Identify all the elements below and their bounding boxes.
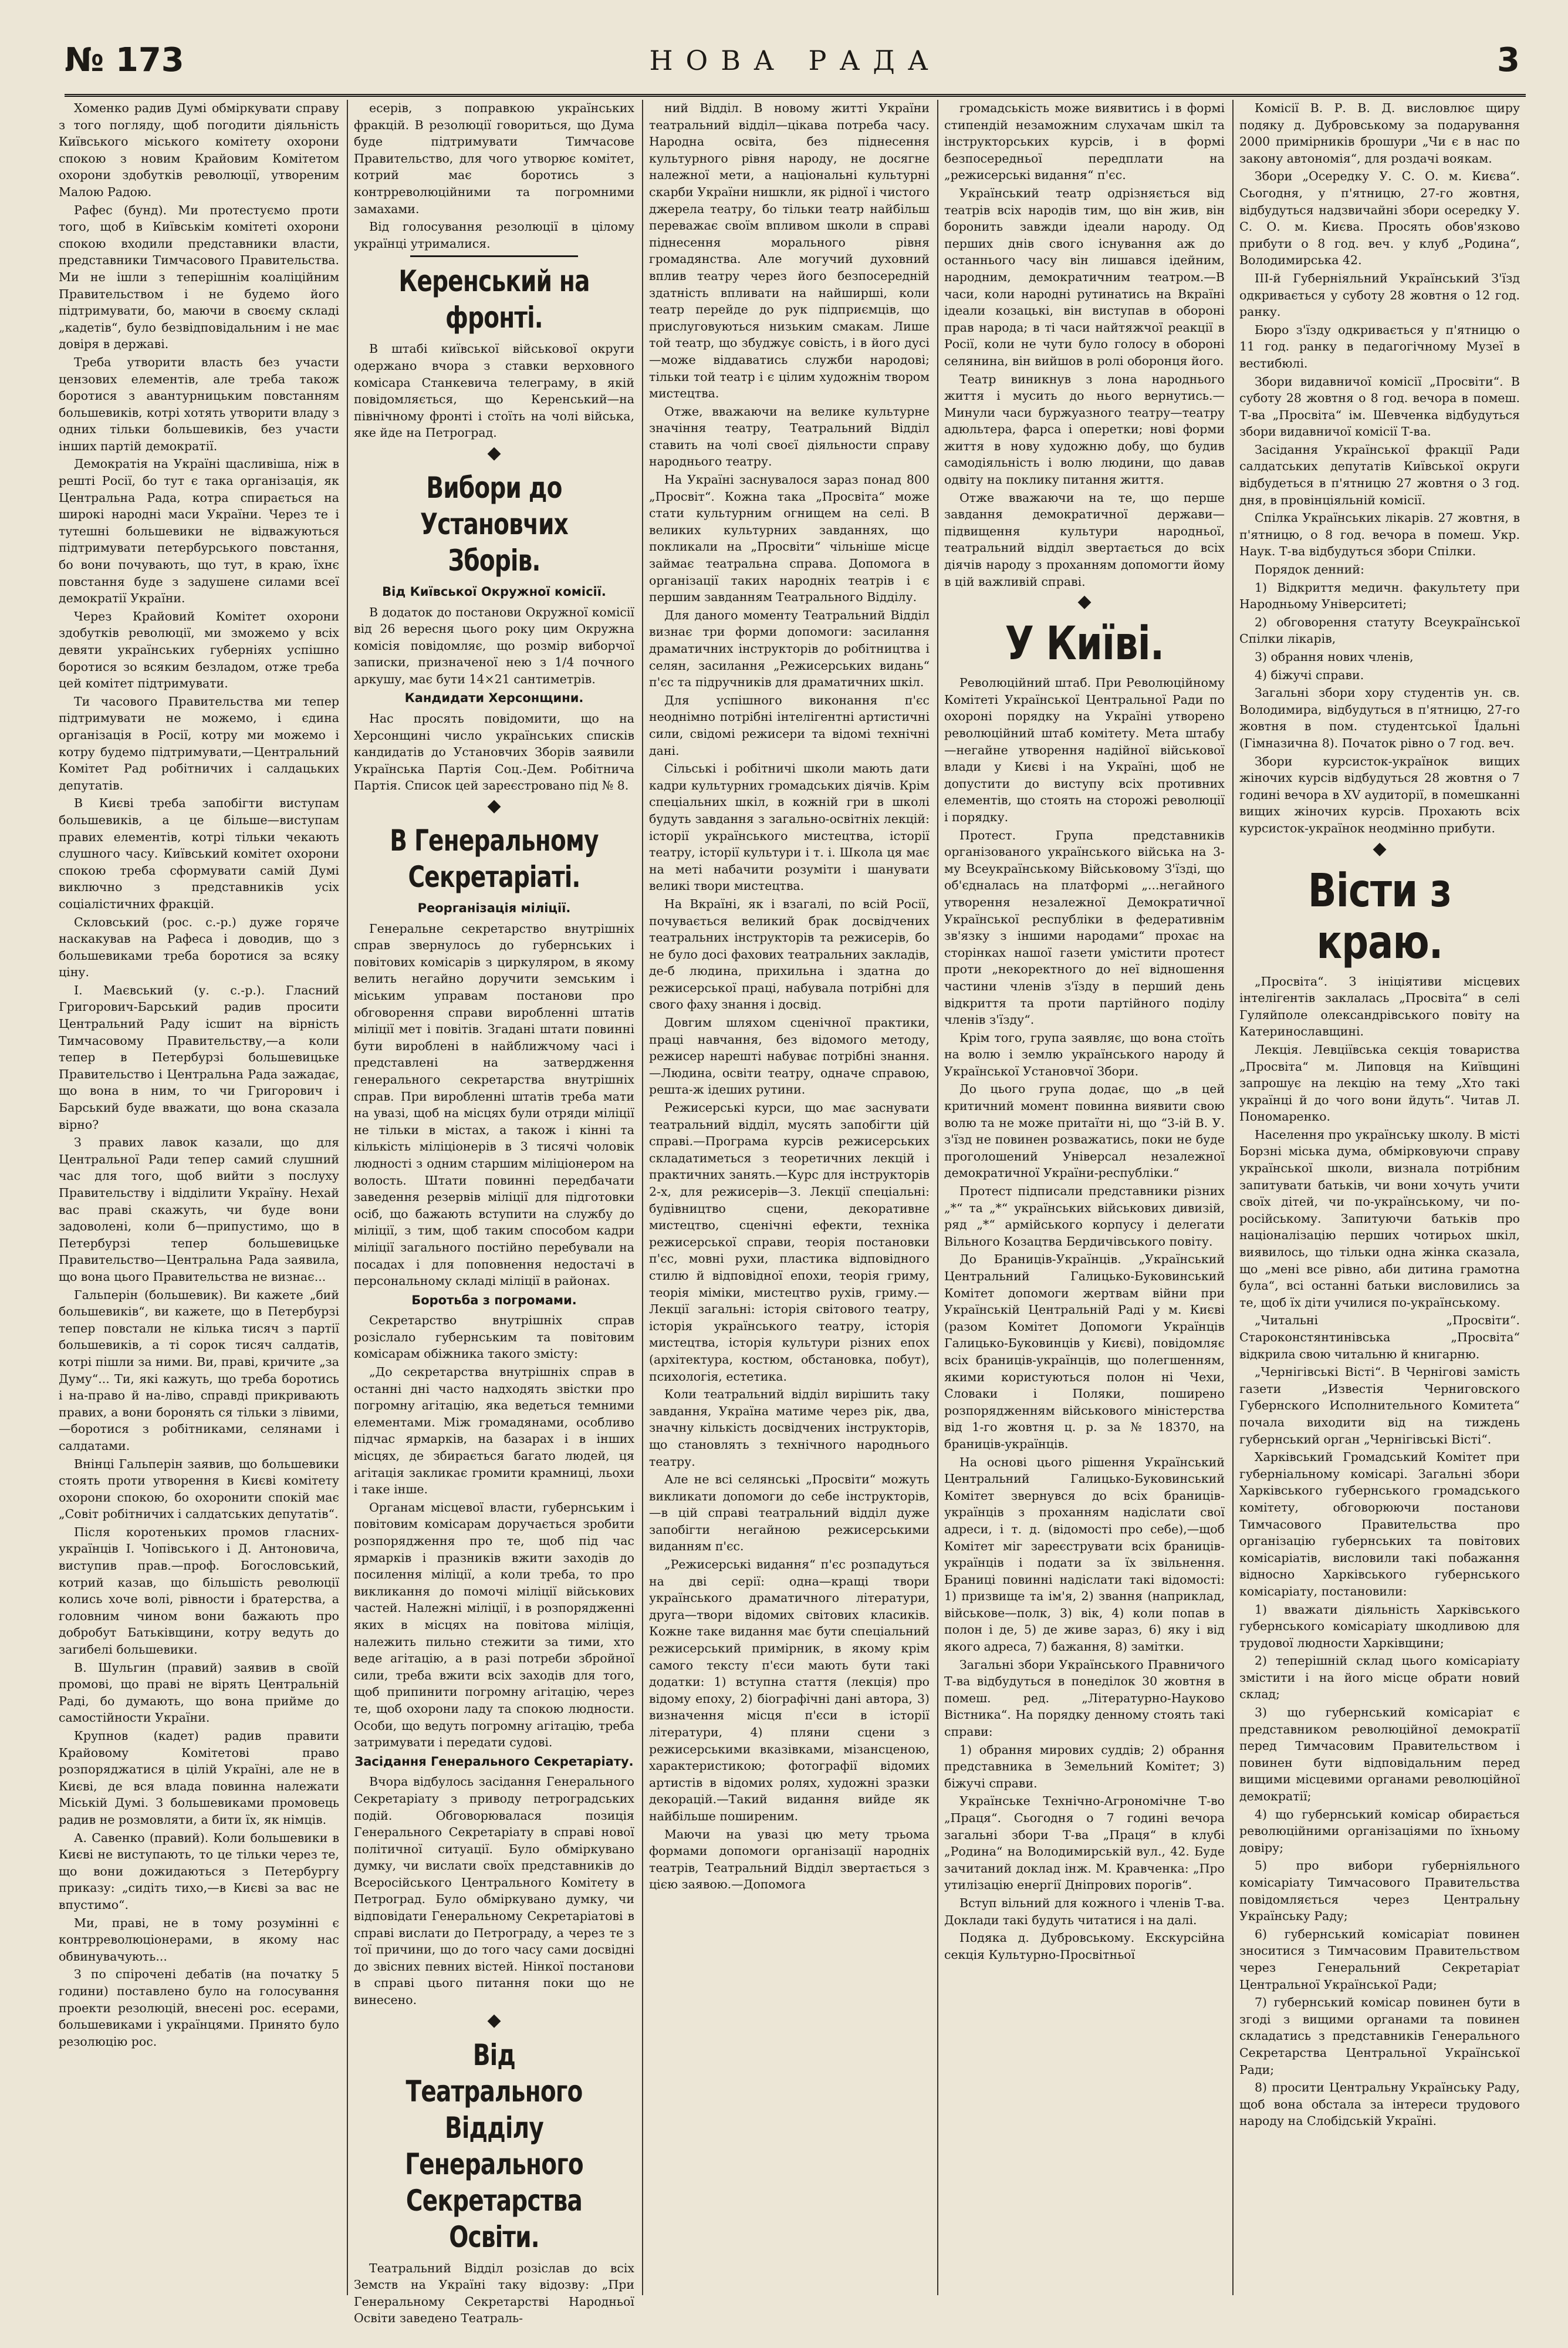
article-paragraph: Ми, праві, не в тому розумінні є контрреволюціонерами, в якому нас обвинувачують... <box>59 1915 339 1964</box>
article-paragraph: Хоменко радив Думі обміркувати справу з того погляду, щоб погодити діяльність Київського міського комітету охорони спокою з новим Крайовим Комітетом охорони здобутків революції, утвореним Малою Радою. <box>59 101 339 199</box>
article-paragraph: В. Шульгин (правий) заявив в своїй промові, що праві не вірять Центральній Раді, бо думають, що вона прийме до самостійности України. <box>59 1660 339 1725</box>
columns-area <box>59 100 1526 2326</box>
column-2 <box>354 100 634 2326</box>
section-subheading: Кандидати Херсонщини. <box>404 691 584 706</box>
article-paragraph: Комісії В. Р. В. Д. висловлює щиру подяку д. Дубровському за подарування 2000 примірників брошури „Чи є в нас по закону автономія“, для роздачі воякам. <box>1239 101 1520 166</box>
article-paragraph: Але не всі селянські „Просвіти“ можуть викликати допомоги до себе інструкторів,—в цій справі театральний відділ дуже запобігти негайною режисерськими виданням п'єс. <box>649 1472 930 1554</box>
article-paragraph: Збори курсисток-українок вищих жіночих курсів відбудуться 28 жовтня о 7 годині вечора в XV аудиторії, в помешканні вищих жіночих курсів. Прохають всіх курсисток-українок неодмінно прибути. <box>1239 754 1520 835</box>
article-paragraph: „Режисерські видання“ п'єс розпадуться на дві серії: одна—кращі твори українського драматичного літератури, друга—твори відомих світових класиків. Кожне таке видання має бути спеціальний режисерський примірник, в якому крім самого тексту п'єси мають бути такі додатки: 1) вступна стаття (лекція) про відому епоху, 2) біографічні дані автора, 3) визначення місця п'єси в історії літератури, 4) пляни сцени з режисерськими вказівками, мізансценою, характеристикою; фотографії відомих артистів в відомих ролях, художні зразки декорацій.—Такий видання вийде як найбільше поширеним. <box>649 1557 930 1823</box>
section-subheading: Від Київської Окружної комісії. <box>382 584 606 599</box>
article-paragraph: Крім того, група заявляє, що вона стоїть на волю і землю українського народу й Української Установчої Збори. <box>944 1030 1225 1078</box>
article-paragraph: Театральний Відділ розіслав до всіх Земств на Україні таку відозву: „При Генеральному Секретарстві Народньої Освіти заведено Театраль- <box>354 2261 634 2326</box>
section-subheading: Реорганізація міліції. <box>417 901 571 916</box>
article-paragraph: есерів, з поправкою українських фракцій. В резолюції говориться, що Дума буде підтримувати Тимчасове Правительство, для чого утворює комітет, котрий має боротись з контрреволюційними та погромними замахами. <box>354 101 634 216</box>
column-rule <box>1232 100 1234 2295</box>
article-paragraph: Після коротеньких промов гласних-українців І. Чопівського і Д. Антоновича, виступив прав.—проф. Богословський, котрий казав, що більшість революції колись хоче волі, рівности і братерства, а головним чином вони бажають про добробут Батьківщини, котру ведуть до загибелі большевики. <box>59 1524 339 1657</box>
article-paragraph: Лекція. Левціївська секція товариства „Просвіта“ м. Липовця на Київщині запрошує на лекцію на тему „Хто такі українці й до чого вони йдуть“. Читав Л. Пономаренко. <box>1239 1042 1520 1124</box>
article-paragraph: Українське Технічно-Агрономічне Т-во „Праця“. Сьогодня о 7 годині вечора загальні збори Т-ва „Праця“ в клубі „Родина“ на Володимирській вул., 42. Буде зачитаний доклад інж. М. Кравченка: „Про утилізацію енергії Дніпрових порогів“. <box>944 1794 1225 1892</box>
article-paragraph: До Браниців-Українців. „Український Центральний Галицько-Буковинський Комітет допомоги жертвам війни при Українській Центральній Раді у м. Києві (разом Комітет Допомоги Українців Галицько-Буковинців у Києві), повідомляє всіх браниців-українців, що полегшенням, якими користуються полон ні Чехи, Словаки і Поляки, поширено розпорядженням військового міністерства від 1-го жовтня ц. р. за № 18370, на браниців-українців. <box>944 1252 1225 1451</box>
article-paragraph: Збори „Осередку У. С. О. м. Києва“. Сьогодня, у п'ятницю, 27-го жовтня, відбудуться надзвичайні збори осередку У. С. О. м. Києва. Просять обов'язково прибути о 8 год. веч. у клуб „Родина“, Володимирська 42. <box>1239 169 1520 268</box>
article-paragraph: ний Відділ. В новому житті України театральний відділ—цікава потреба часу. Народна освіта, без піднесення культурного рівня народу, не досягне належної мети, а національні культурні скарби України нишкли, як рідної і чистого джерела театру, бо тільки театр найбільш переважає своїм впливом школи в справі піднесення морального рівня громадянства. Але могучий духовний вплив театру через його безпосередній здатність впливати на найширші, коли театр перейде до рук підприємців, що прислуговуються низьким смакам. Лише той театр, що збуджує совість, і в його дусі—може віддаватись служби народові; тільки той театр і є цілим художнім твором мистецтва. <box>649 101 930 401</box>
article-paragraph: Органам місцевої власти, губернським і повітовим комісарам доручається зробити розпорядження про те, щоб під час ярмарків і празників вжити заходів до посилення міліції, а коли треба, то про викликання до помочі міліції військових частей. Належні міліції, і в розпорядженні яких в місцях на повітова міліція, належить пильно стежити за тими, хто веде агітацію, а в разі потреби збройної сили, треба вжити всіх заходів для того, щоб припинити погромну агітацію, через те, щоб охорони ладу та спокою людности. Особи, що ведуть погромну агітацію, треба затримувати і передати судові. <box>354 1500 634 1750</box>
article-paragraph: Загальні збори хору студентів ун. св. Володимира, відбудуться в п'ятницю, 27-го жовтня в пом. студентської Їдальні (Гімназична 8). Початок рівно о 7 год. веч. <box>1239 686 1520 750</box>
article-paragraph: Генеральне секретарство внутрішніх справ звернулось до губернських і повітових комісарів з циркуляром, в якому велить негайно доручити земським і міським управам постанови про обговорення справи виробленні штатів міліції мет і повітів. Згадані штати повинні бути вироблені в найближчому часі і представлені на затвердження генерального секретарства внутрішніх справ. При виробленні штатів треба мати на увазі, щоб на місцях були отряди міліції не тільки в містах, а також і кінні та кількість міліціонерів в 3 тисячі чоловік людності з одним старшим міліціонером на волость. Штати повинні передбачати заведення резервів міліції для підготовки осіб, що бажають вступити на службу до міліції, з тим, щоб таким способом кадри міліції загального постійно перебували на посадах і для поповнення недостачі в персональному складі міліції в районах. <box>354 921 634 1288</box>
article-paragraph: 5) про вибори губерніяльного комісаріату Тимчасового Правительства повідомляється через Центральну Українську Раду; <box>1239 1858 1520 1924</box>
article-paragraph: Маючи на увазі цю мету трьома формами допомоги організації народніх театрів, Театральний Відділ звертається з цією заявою.—Допомога <box>649 1827 930 1892</box>
article-paragraph: Нас просять повідомити, що на Херсонщині число українських списків кандидатів до Установчих Зборів заявили Українська Партія Соц.-Дем. Робітнича Партія. Список цей зареєстровано під № 8. <box>354 711 634 793</box>
section-subheading: Засідання Генерального Секретаріату. <box>354 1754 634 1769</box>
article-paragraph: громадськість може виявитись і в формі стипендій незаможним слухачам шкіл та інструкторських курсів, і в формі безпосередньої передплати на „режисерські видання“ п'єс. <box>944 101 1225 183</box>
divider-ornament: ◆ <box>487 2009 501 2030</box>
column-5 <box>1239 100 1520 2307</box>
article-paragraph: Гальперін (большевик). Ви кажете „бий большевиків“, ви кажете, що в Петербурзі тепер повстали не кілька тисяч з партії большевиків, а ті сорок тисяч салдатів, котрі пішли за ними. Ви, праві, кричите „за Думу“... Ти, які кажуть, що треба боротись і на-право й на-ліво, справді прикривають правих, а вони боронять ся тільки з лівими,—боротися з робітниками, селянами і салдатами. <box>59 1287 339 1453</box>
section-subheading: Боротьба з погромами. <box>411 1293 577 1307</box>
column-4 <box>944 100 1225 2307</box>
article-paragraph: Внінці Гальперін заявив, що большевики стоять проти утворення в Києві комітету охорони спокою, бо охоронити спокій має „Совіт робітничих і салдатських депутатів“. <box>59 1456 339 1522</box>
article-paragraph: Режисерські курси, що має заснувати театральний відділ, мусять запобігти цій справі.—Програма курсів режисерських складатиметься з теоретичних лекцій і практичних занять.—Курс для інструкторів 2-х, для режисерів—3. Лекції спеціальні: будівництво сцени, декоративне мистецтво, сценічні ефекти, техніка режисерської справи, теорія постановки п'єс, мовні рухи, пластика відповідного стилю й відповідної епохи, теорія гриму, теорія міміки, мистецтво рухів, гриму.—Лекції загальні: історія світового театру, історія українського театру, історія мистецтва, історія культури різних епох (архітектура, костюм, обстановка, побут), психологія, естетика. <box>649 1101 930 1384</box>
article-paragraph: А. Савенко (правий). Коли большевики в Києві не виступають, то це тільки через те, що вони дожидаються з Петербургу приказу: „сидіть тихо,—в Києві за вас не впустимо“. <box>59 1830 339 1912</box>
article-paragraph: В Києві треба запобігти виступам большевиків, а це більше—виступам правих елементів, котрі тільки чекають слушного часу. Київський комітет охорони спокою треба сформувати самій Думі виключно з представників усіх соціалістичних фракцій. <box>59 796 339 911</box>
article-paragraph: 8) просити Центральну Українську Раду, щоб вона обстала за інтереси трудового народу на Слобідській Україні. <box>1239 2080 1520 2128</box>
article-paragraph: „До секретарства внутрішніх справ в останні дні часто надходять звістки про погромну агітацію, яка ведеться темними елементами. Між громадянами, особливо підчас ярмарків, на базарах і в інших місцях, де збирається багато людей, ця агітація закликає громити крамниці, льохи і таке інше. <box>354 1365 634 1497</box>
column-rule <box>642 100 643 2295</box>
article-paragraph: В штабі київської військової округи одержано вчора з ставки верховного комісара Станкевича телеграму, в якій повідомляється, що Керенський—на північному фронті і стоїть на чолі війська, яке йде на Петроград. <box>354 342 634 440</box>
article-paragraph: Збори видавничої комісії „Просвіти“. В суботу 28 жовтня о 8 год. вечора в помеш. Т-ва „Просвіта“ ім. Шевченка відбудуться збори видавничої комісії Т-ва. <box>1239 374 1520 439</box>
article-paragraph: Рафес (бунд). Ми протестуємо проти того, щоб в Київськім комітеті охорони спокою входили представники власти, представники Тимчасового Правительства. Ми не ішли з теперішнім коаліційним Правительством і не будемо його підтримувати, бо, маючи в своєму складі „кадетів“, було безвідповідальним і не має довіря в державі. <box>59 203 339 352</box>
masthead <box>65 41 1526 97</box>
article-paragraph: 4) що губернський комісар обирається революційними організаціями по їхньому довіру; <box>1239 1807 1520 1855</box>
article-paragraph: Від голосування резолюції в цілому українці утрималися. <box>354 220 634 251</box>
divider-ornament: ◆ <box>487 795 501 817</box>
article-paragraph: Демократія на Україні щасливіша, ніж в решті Росії, бо тут є така організація, як Центральна Рада, котра спирається на широкі народні маси України. Через те і тутешні большевики не відважуються підтримувати петербурського повстання, бо вони почувають, що тут, в краю, їхнє повстання буде з задушене силами всеї демократії України. <box>59 457 339 606</box>
article-paragraph: Засідання Української фракції Ради салдатських депутатів Київської округи відбудеться в п'ятницю 27 жовтня о 3 год. дня, в провінціяльній комісії. <box>1239 442 1520 507</box>
article-paragraph: 2) теперішній склад цього комісаріату змістити і на його місце обрати новий склад; <box>1239 1654 1520 1702</box>
article-paragraph: III-й Губерніяльний Український З'їзд одкривається у суботу 28 жовтня о 12 год. ранку. <box>1239 271 1520 319</box>
article-paragraph: Подяка д. Дубровському. Екскурсійна секція Культурно-Просвітньої <box>944 1931 1225 1962</box>
divider-ornament: ◆ <box>487 442 501 463</box>
section-heading: В Генеральному Секретаріаті. <box>390 824 599 895</box>
newspaper-title: НОВА РАДА <box>649 45 941 76</box>
article-paragraph: Коли театральний відділ вирішить таку завдання, Україна матиме через рік, два, значну кількість досвідчених інструкторів, що становлять з технічного народнього театру. <box>649 1387 930 1469</box>
article-paragraph: Крупнов (кадет) радив правити Крайовому Комітетові право розпоряджатися в цілій Україні, але не в Києві, де вся влада повинна належати Міській Думі. З большевиками промовець радив не розмовляти, а бити їх, як німців. <box>59 1729 339 1827</box>
column-1 <box>59 100 339 2307</box>
article-paragraph: 7) губернський комісар повинен бути в згоді з вищими органами та повинен складатись з представників Генерального Секретарства Центральної Української Ради; <box>1239 1995 1520 2077</box>
article-paragraph: Скловський (рос. с.-р.) дуже горяче наскакував на Рафеса і доводив, що з большевиками треба боротися за всяку ціну. <box>59 915 339 980</box>
divider-ornament: ◆ <box>1373 838 1387 859</box>
page-number: 3 <box>1497 41 1520 79</box>
article-paragraph: Сільські і робітничі школи мають дати кадри культурних громадських діячів. Крім спеціальних шкіл, в кожній гри в школі будуть завдання з загально-освітніх лекцій: історії українського мистецтва, історії театру, історії культури і т. і. Школа ця має на меті набачити розуміти і шанувати великі твори мистецтва. <box>649 761 930 893</box>
article-paragraph: Спілка Українських лікарів. 27 жовтня, в п'ятницю, о 8 год. вечора в помеш. Укр. Наук. Т-ва відбудуться збори Спілки. <box>1239 511 1520 559</box>
article-paragraph: В додаток до постанови Окружної комісії від 26 вересня цього року цим Окружна комісія повідомляє, що розмір виборчої записки, призначеної нею з 1/4 почного аркушу, має бути 14×21 сантиметрів. <box>354 605 634 686</box>
issue-number: № 173 <box>65 41 184 79</box>
article-paragraph: Протест. Група представників організованого українського війська на 3-му Всеукраїнському Військовому З'їзді, що об'єдналась на платформі „...негайного утворення незалежної Демократичної Української республіки в федеративнім зв'язку з іншими народами“ прохає на сторінках нашої газети умістити протест проти „некоректного до неї відношення частини членів з'їзду в перший день відкриття та проти партійного поділу членів з'їзду“. <box>944 828 1225 1027</box>
article-paragraph: І. Маєвський (у. с.-р.). Гласний Григорович-Барський радив просити Центральний Раду ісшит на вірність Тимчасовому Правительству,—а коли тепер в Петербурзі большевицьке Правительство і Центральна Рада зажадає, що вона в ним, то чи Григорович і Барський буде вважати, що вона сказала вірно? <box>59 983 339 1132</box>
article-paragraph: З по спірочені дебатів (на початку 5 години) поставлено було на голосування проекти резолюцій, внесені рос. есерами, большевиками і українцями. Принято було резолюцію рос. <box>59 1967 339 2049</box>
article-paragraph: Отже, вважаючи на велике культурне значіння театру, Театральний Відділ ставить на чолі своєї діяльности справу народнього театру. <box>649 404 930 469</box>
column-3 <box>649 100 930 2307</box>
article-paragraph: До цього група додає, що „в цей критичний момент повинна виявити свою волю та не може притаїти ні, що “3-ій В. У. з'їзд не повинен розважатись, поки не буде проголошений Універсал незалежної демократичної України-республіки.“ <box>944 1082 1225 1180</box>
article-paragraph: 6) губернський комісаріат повинен зноситися з Тимчасовим Правительством через Генеральний Секретаріат Центральної Української Ради; <box>1239 1927 1520 1992</box>
article-paragraph: Вчора відбулось засідання Генерального Секретаріату з приводу петроградських подій. Обговорювалася позиція Генерального Секретаріату в справі нової політичної ситуації. Було обміркувано думку, чи вислати своїх представників до Всеросійського Центрального Комітету в Петроград. Було обміркувано думку, чи відповідати Генеральному Секретаріатові в справі вислати до Петрограду, а через те з тої причини, що до того часу сами досвідні до звісних певних вістей. Нінкої постанови в справі цього питання поки що не винесено. <box>354 1775 634 2008</box>
article-paragraph: Ти часового Правительства ми тепер підтримувати не можемо, і єдина організація в Росії, котру ми можемо і котру будемо підтримувати,—Центральний Комітет Рад робітничих і салдацьких депутатів. <box>59 694 339 792</box>
article-paragraph: Протест підписали представники різних „*“ та „*“ українських військових дивизій, ряд „*“ армійського корпусу і делегати Вільного Козацтва Бердичівського повіту. <box>944 1184 1225 1249</box>
article-paragraph: Через Крайовий Комітет охорони здобутків революції, ми зможемо у всіх девяти українських губерніях успішно боротися зо всяким безладом, отже треба цей комітет підтримувати. <box>59 609 339 691</box>
article-paragraph: На основі цього рішення Український Центральний Галицько-Буковинський Комітет звернувся до всіх браниців-українців з проханням надіслати свої адреси, і т. д. (відомості про себе),—щоб Комітет міг зареєструвати всіх браниців-українців і подати за їх звільнення. Браниці повинні надіслати такі відомості: 1) призвище та ім'я, 2) звання (наприклад, військове—полк, 3) вік, 4) коли попав в полон і де, 5) де живе зараз, 6) яку і від якого адреса, 7) бажання, 8) замітки. <box>944 1455 1225 1654</box>
column-rule <box>937 100 938 2295</box>
article-paragraph: Вступ вільний для кожного і членів Т-ва. Доклади такі будуть читатися і на далі. <box>944 1895 1225 1927</box>
article-paragraph: Довгим шляхом сценічної практики, праці навчання, без відомого методу, режисер нарешті набуває потрібні знання.—Людина, освіти театру, одначе справою, решта-ж ідеших рутини. <box>649 1016 930 1097</box>
article-paragraph: Революційний штаб. При Революційному Комітеті Української Центральної Ради по охороні порядку на Україні утворено революційний штаб комітету. Мета штабу—негайне утворення надійної військової влади у Києві і на Україні, щоб не допустити до виступу всіх противних елементів, що стоять на сторожі революції і порядку. <box>944 676 1225 824</box>
section-heading: У Київі. <box>1005 618 1164 671</box>
article-paragraph: Населення про українську школу. В місті Борзні міська дума, обмірковуючи справу української школи, визнала потрібним запитувати батьків, чи вони хочуть учити своїх дітей, чи по-українському, чи по-російському. Запитуючи батьків про націоналізацію перших чотирьох шкіл, виявилось, що тільки одна жінка сказала, що „мені все рівно, аби дитина грамотна була“, всі останні батьки висловились за те, щоб їх діти училися по-українському. <box>1239 1127 1520 1310</box>
section-heading: Вибори до Установчих Зборів. <box>420 470 568 578</box>
article-paragraph: 4) біжучі справи. <box>1255 667 1364 682</box>
article-paragraph: На Вкраїні, як і взагалі, по всій Росії, почувається великий брак досвідчених театральних інструкторів та режисерів, бо не було досі фахових театральних закладів, де-б людина, прихильна і здатна до режисерської праці, набувала потрібні для свого фаху знання і досвід. <box>649 896 930 1012</box>
article-paragraph: 1) Відкриття медичн. факультету при Народньому Університеті; <box>1239 580 1520 612</box>
section-heading: Від Театрального Відділу Генерального Секретарства Освіти. <box>405 2037 583 2254</box>
article-paragraph: Загальні збори Українського Правничого Т-ва відбудуться в понеділок 30 жовтня в помеш. ред. „Літературно-Науково Вістника“. На порядку денному стоять такі справи: <box>944 1657 1225 1739</box>
article-paragraph: Для даного моменту Театральний Відділ визнає три форми допомоги: засилання драматичних інструкторів до робітництва і селян, засилання „Режисерських видань“ п'єс та підручників для драматичних шкіл. <box>649 608 930 690</box>
section-heading: Вісти з краю. <box>1307 864 1452 969</box>
article-paragraph: „Читальні „Просвіти“. Староконстянтинівська „Просвіта“ відкрила свою читальню й книгарню. <box>1239 1313 1520 1361</box>
article-paragraph: 2) обговорення статуту Всеукраїнської Спілки лікарів, <box>1239 615 1520 646</box>
article-paragraph: 1) обрання мирових суддів; 2) обрання представника в Земельний Комітет; 3) біжучі справи. <box>944 1742 1225 1790</box>
article-paragraph: „Просвіта“. З ініціятиви місцевих інтелігентів заклалась „Просвіта“ в селі Гуляйполе олександрівського повіту на Катеринославщині. <box>1239 974 1520 1039</box>
article-paragraph: Отже вважаючи на те, що перше завдання демократичної держави—підвищення культури народньої, театральний відділ звертається до всіх діячів народу з проханням допомогти йому в цій важливій справі. <box>944 490 1225 589</box>
article-paragraph: Для успішного виконання п'єс неоднімно потрібні інтелігентні артистичні сили, свідомі режисери та відомі технічні дані. <box>649 693 930 758</box>
divider-ornament: ◆ <box>1077 591 1091 612</box>
article-paragraph: Бюро з'їзду одкривається у п'ятницю о 11 год. ранку в педагогічному Музеї в вестибюлі. <box>1239 322 1520 370</box>
article-paragraph: 3) що губернський комісаріат є представником революційної демократії перед Тимчасовим Правительством і повинен бути відповідальним перед вищими місцевими органами революційної демократії; <box>1239 1705 1520 1804</box>
article-paragraph: Секретарство внутрішніх справ розіслало губернським та повітовим комісарам обіжника такого змісту: <box>354 1313 634 1361</box>
article-paragraph: На Україні заснувалося зараз понад 800 „Просвіт“. Кожна така „Просвіта“ може стати культурним огнищем на селі. В великих культурних завданнях, що покликали на „Просвіти“ чільніше місце займає театральна справа. Допомога в організації таких народніх театрів і є першим завданням Театрального Відділу. <box>649 473 930 605</box>
article-paragraph: Порядок денний: <box>1255 562 1364 577</box>
article-paragraph: Харківський Громадський Комітет при губерніальному комісарі. Загальні збори Харківського губернського громадського комітету, обговорюючи постанови Тимчасового Правительства про організацію губернських та повітових комісаріатів, висловили такі побажання відносно Харківського губернського комісаріату, постановили: <box>1239 1450 1520 1598</box>
article-paragraph: Треба утворити власть без участи цензових елементів, але треба також боротися з авантурницьким повстанням большевиків, котрі хотять утворити владу з одних тільки большевиків, без участи інших партій демократії. <box>59 355 339 453</box>
section-heading: Керенський на фронті. <box>398 264 590 335</box>
column-rule <box>347 100 348 2295</box>
article-paragraph: 3) обрання нових членів, <box>1255 650 1414 664</box>
article-paragraph: 1) вважати діяльність Харківського губернського комісаріату шкодливою для трудової людности Харківщини; <box>1239 1602 1520 1650</box>
divider-rule <box>410 255 579 257</box>
article-paragraph: Театр виникнув з лона народнього життя і мусить до нього вернутись.—Минули часи буржуазного театру—театру адюльтера, фарса і оперетки; нові форми життя в нову художню добу, що будив самодіяльність і волю людини, що давав одвіту на поклику питання життя. <box>944 372 1225 487</box>
article-paragraph: Український театр одрізняється від театрів всіх народів тим, що він жив, він боронить завжди ідеали народу. Од перших днів свого існування аж до останнього часу він лишався ідейним, народним, демократичним театром.—В часи, коли народні рутинатись на Вкраїні ідеали козацькі, він виступав в обороні прав народа; в ті часи найтяжчої реакції в Росії, коли не чути було голосу в обороні селянина, він вийшов в ролі оборонця його. <box>944 185 1225 368</box>
article-paragraph: З правих лавок казали, що для Центральної Ради тепер самий слушний час для того, щоб вийти з послуху Правительству і відділити Україну. Нехай вас праві скажуть, чи буде вони задоволені, коли б—припустимо, що в Петербурзі тепер большевицьке Правительство—Центральна Рада заявила, що вона цього Правительства не визнає... <box>59 1135 339 1284</box>
article-paragraph: „Чернігівські Вісті“. В Чернігові замість газети „Известія Черниговского Губернского Исполнительного Комитета“ почала виходити від на тиждень губернський орган „Чернігівські Вісті“. <box>1239 1365 1520 1446</box>
